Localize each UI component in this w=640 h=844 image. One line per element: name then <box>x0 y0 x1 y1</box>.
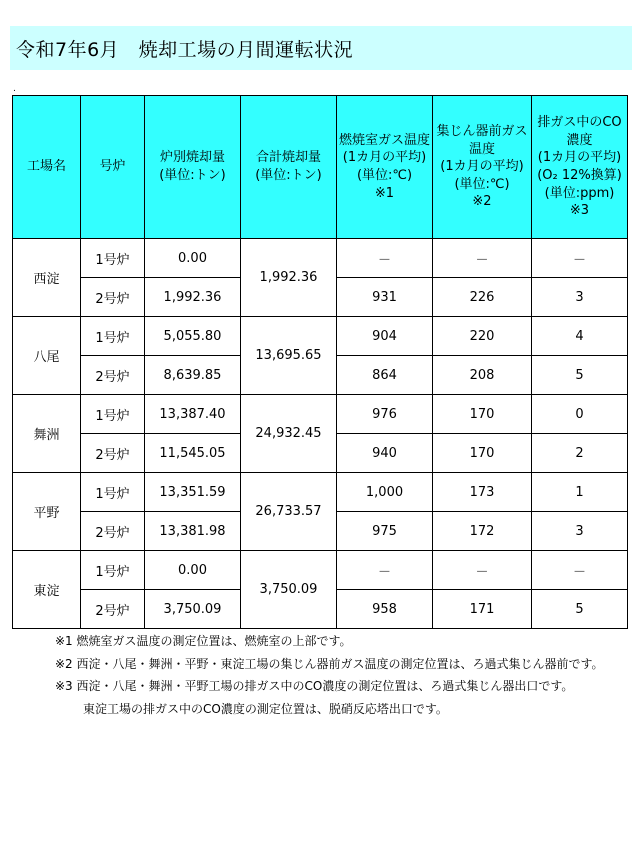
dust-temp: － <box>433 239 532 278</box>
top-mark: . <box>13 84 16 94</box>
page-title: 令和7年6月 焼却工場の月間運転状況 <box>16 39 354 61</box>
combustion-temp: 940 <box>337 434 433 473</box>
total-amount: 24,932.45 <box>241 395 337 473</box>
dust-temp: 220 <box>433 317 532 356</box>
total-amount: 1,992.36 <box>241 239 337 317</box>
co-value: 3 <box>532 512 628 551</box>
plant-name: 東淀 <box>13 551 81 629</box>
title-bar <box>10 26 632 70</box>
combustion-temp: 864 <box>337 356 433 395</box>
footnote-3: ※3 西淀・八尾・舞洲・平野工場の排ガス中のCO濃度の測定位置は、ろ過式集じん器出口です。 <box>55 679 574 693</box>
furnace-label: 1号炉 <box>81 551 145 590</box>
combustion-temp: 1,000 <box>337 473 433 512</box>
furnace-amount: 3,750.09 <box>145 590 241 629</box>
furnace-label: 1号炉 <box>81 473 145 512</box>
co-value: 2 <box>532 434 628 473</box>
co-value: 5 <box>532 356 628 395</box>
plant-name: 八尾 <box>13 317 81 395</box>
header-furnace: 号炉 <box>81 96 145 239</box>
furnace-label: 2号炉 <box>81 590 145 629</box>
dust-temp: 172 <box>433 512 532 551</box>
co-value: － <box>532 551 628 590</box>
plant-name: 西淀 <box>13 239 81 317</box>
combustion-temp: 958 <box>337 590 433 629</box>
header-dust-collector-temp: 集じん器前ガス温度 (1カ月の平均) (単位:℃) ※2 <box>433 96 532 239</box>
header-co-concentration: 排ガス中のCO濃度 (1カ月の平均) (O₂ 12%換算) (単位:ppm) ※3 <box>532 96 628 239</box>
co-value: 5 <box>532 590 628 629</box>
combustion-temp: 976 <box>337 395 433 434</box>
table-row <box>13 473 628 512</box>
dust-temp: 170 <box>433 395 532 434</box>
furnace-amount: 5,055.80 <box>145 317 241 356</box>
furnace-amount: 11,545.05 <box>145 434 241 473</box>
table-row <box>13 395 628 434</box>
table-row <box>13 551 628 590</box>
furnace-label: 2号炉 <box>81 278 145 317</box>
furnace-amount: 13,387.40 <box>145 395 241 434</box>
combustion-temp: － <box>337 551 433 590</box>
furnace-amount: 8,639.85 <box>145 356 241 395</box>
footnote-1: ※1 燃焼室ガス温度の測定位置は、燃焼室の上部です。 <box>55 634 352 648</box>
combustion-temp: 904 <box>337 317 433 356</box>
co-value: 3 <box>532 278 628 317</box>
dust-temp: － <box>433 551 532 590</box>
plant-name: 舞洲 <box>13 395 81 473</box>
plant-name: 平野 <box>13 473 81 551</box>
footnotes <box>55 630 604 720</box>
furnace-label: 2号炉 <box>81 512 145 551</box>
co-value: － <box>532 239 628 278</box>
furnace-label: 2号炉 <box>81 356 145 395</box>
furnace-label: 2号炉 <box>81 434 145 473</box>
total-amount: 13,695.65 <box>241 317 337 395</box>
co-value: 0 <box>532 395 628 434</box>
combustion-temp: － <box>337 239 433 278</box>
furnace-label: 1号炉 <box>81 395 145 434</box>
furnace-amount: 13,351.59 <box>145 473 241 512</box>
header-row <box>13 96 628 239</box>
table-row <box>13 317 628 356</box>
co-value: 4 <box>532 317 628 356</box>
furnace-label: 1号炉 <box>81 239 145 278</box>
header-per-furnace-amount: 炉別焼却量 (単位:トン) <box>145 96 241 239</box>
footnote-2: ※2 西淀・八尾・舞洲・平野・東淀工場の集じん器前ガス温度の測定位置は、ろ過式集じん器前です。 <box>55 656 604 671</box>
dust-temp: 170 <box>433 434 532 473</box>
furnace-label: 1号炉 <box>81 317 145 356</box>
header-total-amount: 合計焼却量 (単位:トン) <box>241 96 337 239</box>
combustion-temp: 931 <box>337 278 433 317</box>
header-combustion-temp: 燃焼室ガス温度 (1カ月の平均) (単位:℃) ※1 <box>337 96 433 239</box>
furnace-amount: 13,381.98 <box>145 512 241 551</box>
furnace-amount: 1,992.36 <box>145 278 241 317</box>
total-amount: 26,733.57 <box>241 473 337 551</box>
operation-table <box>12 95 628 629</box>
furnace-amount: 0.00 <box>145 551 241 590</box>
dust-temp: 208 <box>433 356 532 395</box>
dust-temp: 173 <box>433 473 532 512</box>
total-amount: 3,750.09 <box>241 551 337 629</box>
header-plant: 工場名 <box>13 96 81 239</box>
table-row <box>13 239 628 278</box>
combustion-temp: 975 <box>337 512 433 551</box>
footnote-3-continued: 東淀工場の排ガス中のCO濃度の測定位置は、脱硝反応塔出口です。 <box>83 701 448 716</box>
dust-temp: 226 <box>433 278 532 317</box>
dust-temp: 171 <box>433 590 532 629</box>
co-value: 1 <box>532 473 628 512</box>
furnace-amount: 0.00 <box>145 239 241 278</box>
